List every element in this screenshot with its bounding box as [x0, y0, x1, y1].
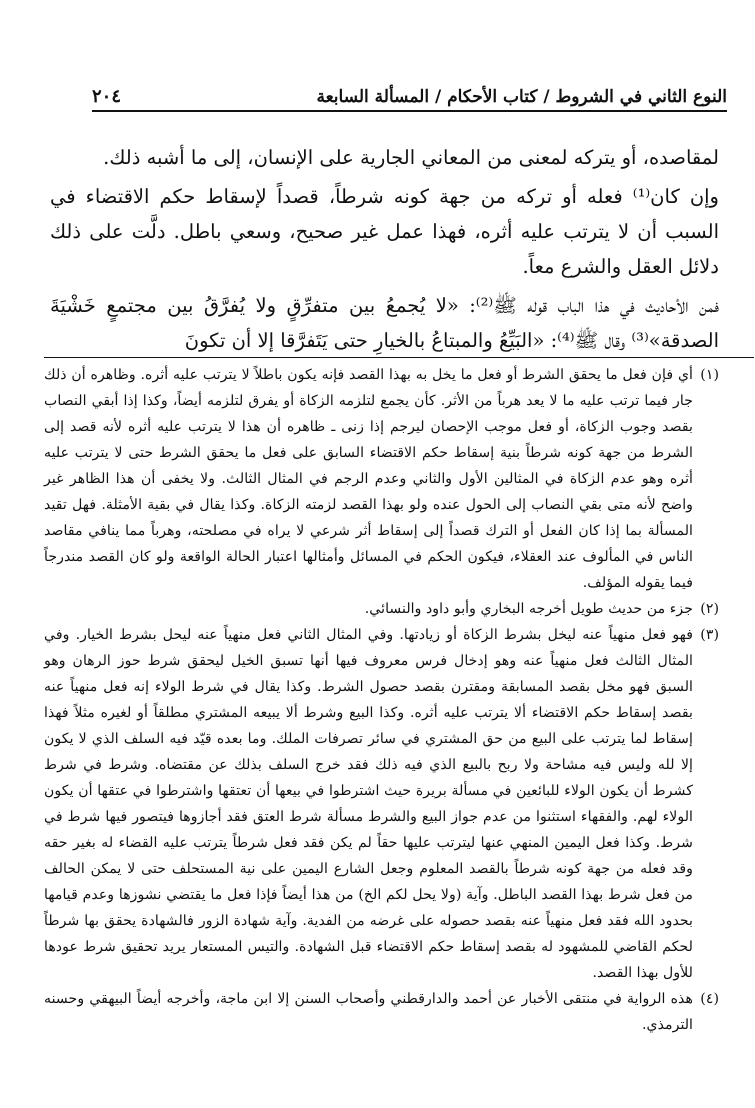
page-number: ٢٠٤	[92, 86, 122, 107]
footnote-text: جزء من حديث طويل أخرجه البخاري وأبو داود والنسائي.	[364, 601, 693, 617]
footnote	[44, 362, 719, 596]
main-paragraph: وإن كان⁽¹⁾ فعله أو تركه من جهة كونه شرطاً، قصداً لإسقاط حكم الاقتضاء في السبب أن لا يترتب عليه أثره، فهذا عمل غير صحيح، وسعي باطل. دلَّت على ذلك دلائل العقل والشرع معاً.	[50, 185, 719, 278]
footnote-number: (٣)	[700, 627, 719, 643]
page-header	[92, 86, 727, 112]
footnote-text: هذه الرواية في منتقى الأخبار عن أحمد والدارقطني وأصحاب السنن إلا ابن ماجة، وأخرجه أيضاً البيهقي وحسنه الترمذي.	[44, 991, 693, 1033]
footnote-number: (١)	[700, 367, 719, 383]
footnote	[44, 622, 719, 986]
footnote-text: أي فإن فعل ما يحقق الشرط أو فعل ما يخل به بهذا القصد فإنه يكون باطلاً لا يترتب عليه أثره. وظاهره أن ذلك جار فيما ترتب عليه ما لا يعد هرباً من الأثر. كأن يجمع لتلزمه الزكاة أو يفرق لتلزمه أيضاً، وكذا إذا أبقي النصاب بقصد وجوب الزكاة، أو فعل موجب الإحصان ليرجم إذا زنى ـ ظاهره أن هذا لا يترتب عليه أثره لأنه قصد إلى الشرط من جهة كونه شرطاً بنية إسقاط حكم الاقتضاء السابق على فعل ما يحقق الشرط حتى لا يترتب عليه أثره وهو عدم الزكاة في المثالين الأول والثاني وعدم الرجم في المثال الثالث. ولا يخفى أن هذا الظاهر غير واضح لأنه متى بقي النصاب إلى الحول عنده ولو بهذا القصد لزمته الزكاة. وكذا يقال في بقية الأمثلة. فهل تقيد المسألة بما إذا كان الفعل أو الترك قصداً إلى إسقاط أثر شرعي لا يراه في مصلحته، وهرباً مما ينافي مقاصد الناس في المألوف عند العقلاء، فيكون الحكم في المسائل وأمثالها اعتبار الحالة الواقعة ولو كان القصد مندرجاً فيما يقوله المؤلف.	[44, 367, 693, 591]
main-paragraph: لمقاصده، أو يتركه لمعنى من المعاني الجارية على الإنسان، إلى ما أشبه ذلك.	[103, 146, 719, 169]
footnote-number: (٤)	[700, 991, 719, 1007]
running-title: النوع الثاني في الشروط / كتاب الأحكام / المسألة السابعة	[316, 87, 727, 107]
footnote-text: فهو فعل منهياً عنه ليخل بشرط الزكاة أو زيادتها. وفي المثال الثاني فعل منهياً عنه ليحل بشرط الخيار. وفي المثال الثالث فعل منهياً عنه وهو إدخال فرس معروف فيها أنها تسبق الخيل ليحقق شرط حوز الرهان وهو السبق فهو مخل بقصد المسابقة ومقترن بقصد حصول الشرط. وكذا يقال في شرط الولاء إنه فعل منهياً عنه بقصد إسقاط حكم الاقتضاء ألا يترتب عليه أثره. وكذا البيع وشرط ألا يبيعه المشتري مطلقاً أو لغيره مثلاً فهذا إسقاط لما يترتب على البيع من حق المشتري في سائر تصرفات الملك. وما بعده قيّد فيه السلف الذي لا يكون إلا لله وليس فيه مشاحة ولا ربح بالبيع الذي فيه ذلك فقد خرج السلف بذلك عن مقتضاه. وشرط في شرط كشرط أن يكون الولاء للبائعين في مسألة بريرة حيث اشترطوا في بيعها أن تعتقها واشترطوا في عتقها أن يكون الولاء لهم. والفقهاء استثنوا من عدم جواز البيع والشرط مسألة شرط العتق فقد أجازوها فيتصور فيها شرط في شرط. وكذا فعل اليمين المنهي عنها ليترتب عليها حقاً لم يكن فقد فعل شرطاً يترتب عليه القضاء له بغير حقه وقد فعله من جهة كونه شرطاً بالقصد المعلوم وجعل الشارع اليمين على نية المستحلف حتى لا يمكن الحالف من فعل شرط بهذا القصد الباطل. وآية (ولا يحل لكم الخ) من هذا أيضاً فإذا فعل ما يقتضي نشوزها وعدم قيامها بحدود الله فقد فعل منهياً عنه بقصد حصوله على غرضه من الفدية. وآية شهادة الزور فالشهادة يحقق بها شرطاً لحكم القاضي للمشهود له بقصد إسقاط حكم الاقتضاء قبل الشهادة. والتيس المستعار يريد تحقيق شرط عودها للأول بهذا القصد.	[44, 627, 693, 981]
footnotes	[44, 362, 719, 1038]
footnote-number: (٢)	[700, 601, 719, 617]
main-paragraph: فمن الأحاديث في هذا الباب قوله ﷺ⁽²⁾: «لا يُجمعُ بين متفرِّقٍ ولا يُفرَّقُ بين مجتمعٍ خَشْيَةَ الصدقة»⁽³⁾ وقال ﷺ⁽⁴⁾: «البَيِّعُ والمبتاعُ بالخيارِ حتى يَتَفرَّقا إلا أن تكونَ	[50, 294, 719, 352]
main-text	[50, 140, 719, 362]
footnote-separator	[44, 357, 754, 358]
footnote	[44, 596, 719, 622]
footnote	[44, 986, 719, 1038]
